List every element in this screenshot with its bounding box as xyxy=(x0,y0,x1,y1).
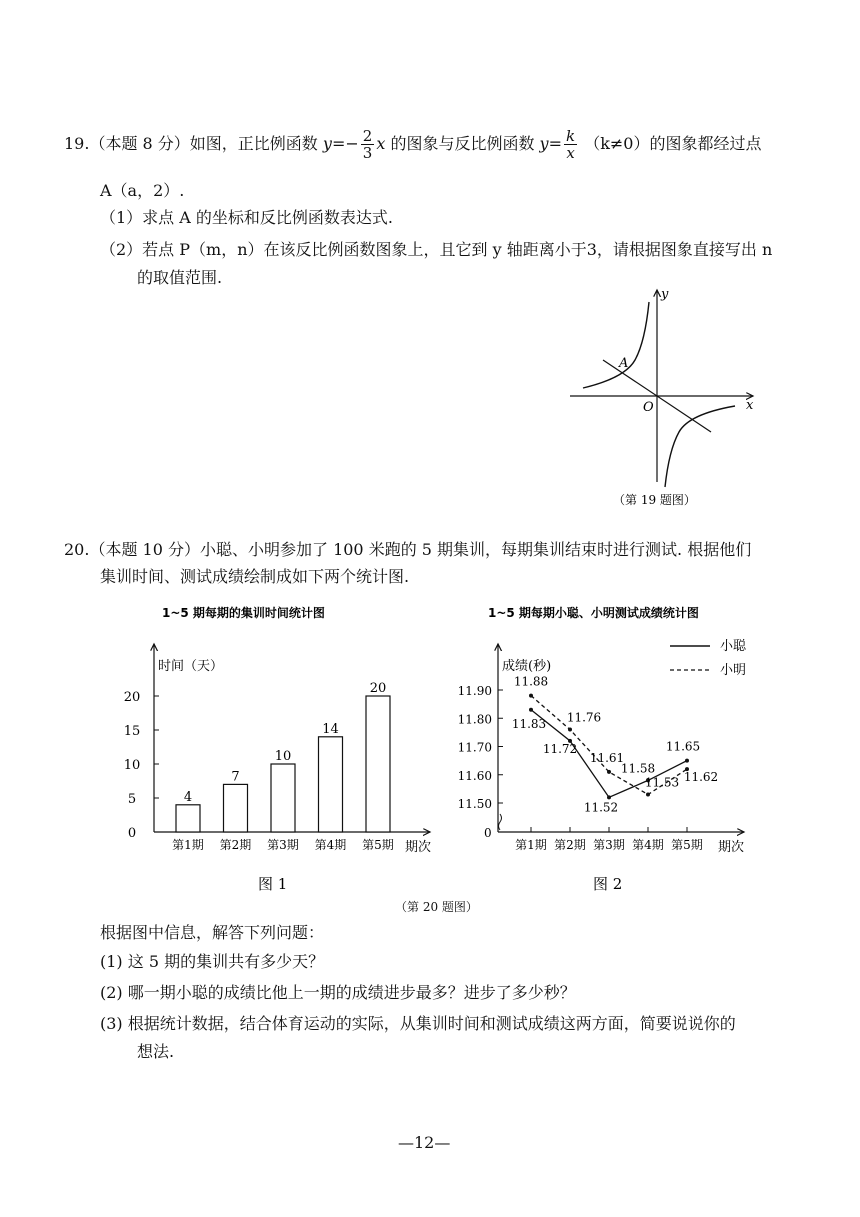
series-data-label: 11.83 xyxy=(511,716,547,731)
q19-part2b: 的取值范围. xyxy=(137,268,223,287)
q20-line1: 20.（本题 10 分）小聪、小明参加了 100 米跑的 5 期集训，每期集训结束时进行测试. 根据他们 xyxy=(64,540,752,559)
line-category-label: 第3期 xyxy=(593,838,625,852)
page-number: —12— xyxy=(398,1133,451,1152)
q19-mid: 的图象与反比例函数 xyxy=(390,134,535,153)
series-point xyxy=(529,708,533,712)
bar-value-label: 4 xyxy=(183,789,193,805)
line-ylabel: 成绩(秒) xyxy=(502,659,552,674)
bar-value-label: 7 xyxy=(231,769,240,785)
series-point xyxy=(568,728,572,732)
q19-caption: （第 19 题图） xyxy=(613,493,696,507)
series-data-label: 11.76 xyxy=(566,710,602,725)
series-point xyxy=(529,694,533,698)
legend xyxy=(670,639,747,678)
bar-category-label: 第1期 xyxy=(172,838,204,852)
bar xyxy=(271,764,295,832)
bar-value-label: 20 xyxy=(369,681,387,696)
q19-line2: A（a，2）. xyxy=(100,181,185,200)
series-point xyxy=(607,770,611,774)
frac1-num: 2 xyxy=(362,127,373,145)
q19-y-eq2: y= xyxy=(539,134,562,153)
line-y-tick-label: 11.80 xyxy=(457,712,492,727)
bar-category-label: 第4期 xyxy=(314,838,347,852)
series-data-label: 11.72 xyxy=(542,741,578,756)
legend-series-1: 小聪 xyxy=(720,639,747,654)
bar-y-tick-label: 10 xyxy=(123,758,141,773)
bar-chart xyxy=(100,598,450,898)
line-category-label: 第4期 xyxy=(632,838,664,852)
q20-sub3a: (3) 根据统计数据，结合体育运动的实际，从集训时间和测试成绩这两方面，简要说说你的 xyxy=(100,1014,736,1033)
q20-sub1: (1) 这 5 期的集训共有多少天？ xyxy=(100,952,325,971)
bar-category-label: 第2期 xyxy=(219,838,252,852)
bar-value-label: 10 xyxy=(274,749,292,764)
line-y-zero: 0 xyxy=(484,826,492,840)
q19-part2a: （2）若点 P（m，n）在该反比例函数图象上，且它到 y 轴距离小于3，请根据图象直接写出 n xyxy=(100,240,773,259)
q19-origin-label: O xyxy=(643,400,654,415)
series-data-label: 11.62 xyxy=(683,770,719,785)
line-category-label: 第2期 xyxy=(554,838,586,852)
bar-y-tick-label: 20 xyxy=(123,690,141,705)
q19-figure xyxy=(565,282,785,512)
series-data-label: 11.52 xyxy=(583,800,619,815)
q19-fraction-2 xyxy=(564,128,577,161)
bar-chart-title: 1~5 期每期的集训时间统计图 xyxy=(162,606,325,620)
series-data-label: 11.58 xyxy=(620,761,656,776)
line-y-tick-label: 11.50 xyxy=(457,797,492,811)
series-data-label: 11.61 xyxy=(589,750,625,765)
bar-value-label: 14 xyxy=(322,721,339,737)
line-chart-title: 1~5 期每期小聪、小明测试成绩统计图 xyxy=(488,606,699,620)
bar-chart-caption: 图 1 xyxy=(258,875,288,893)
q20-prompt: 根据图中信息，解答下列问题： xyxy=(100,923,325,942)
q19-y-label: y xyxy=(661,287,669,302)
bar xyxy=(224,784,248,832)
q20-sub3b: 想法. xyxy=(137,1042,175,1061)
axis-break-icon xyxy=(499,814,502,830)
frac1-den: 3 xyxy=(362,144,373,162)
bar xyxy=(366,696,390,832)
line-xlabel: 期次 xyxy=(718,840,745,855)
bar-y-tick-label: 5 xyxy=(127,792,137,807)
q19-part1: （1）求点 A 的坐标和反比例函数表达式. xyxy=(100,208,393,227)
q20-line2: 集训时间、测试成绩绘制成如下两个统计图. xyxy=(100,567,410,586)
q19-fraction-1 xyxy=(361,128,375,161)
q19-hyperbola-right xyxy=(665,406,735,487)
q19-y-eq: y=− xyxy=(322,134,359,153)
line-chart xyxy=(448,598,820,898)
q19-x-var: x xyxy=(376,134,386,153)
line-category-label: 第1期 xyxy=(515,838,547,852)
series-data-label: 11.65 xyxy=(665,739,701,754)
bar xyxy=(319,737,343,832)
series-point xyxy=(646,793,650,797)
q19-hyperbola-left xyxy=(583,302,649,388)
bar xyxy=(176,805,200,832)
series-data-label: 11.53 xyxy=(644,775,680,790)
bar-category-label: 第3期 xyxy=(267,838,299,852)
bar-ylabel: 时间（天） xyxy=(158,659,224,674)
series-point xyxy=(685,759,689,763)
q19-cond: （k≠0）的图象都经过点 xyxy=(584,134,762,153)
line-y-tick-label: 11.70 xyxy=(457,740,492,755)
frac2-num: k xyxy=(566,127,576,145)
bar-category-label: 第5期 xyxy=(362,838,394,852)
q19-x-label: x xyxy=(746,398,754,413)
q19-lead: 19.（本题 8 分）如图，正比例函数 xyxy=(64,134,318,153)
line-y-tick-label: 11.90 xyxy=(457,684,492,698)
series-point xyxy=(607,795,611,799)
line-chart-caption: 图 2 xyxy=(593,875,623,893)
frac2-den: x xyxy=(566,144,575,162)
bar-xlabel: 期次 xyxy=(405,840,432,855)
bar-y-tick-label: 0 xyxy=(127,826,137,841)
line-y-tick-label: 11.60 xyxy=(457,768,492,783)
q20-fig-caption: （第 20 题图） xyxy=(395,900,478,914)
q20-sub2: (2) 哪一期小聪的成绩比他上一期的成绩进步最多？进步了多少秒？ xyxy=(100,983,576,1002)
q19-line1 xyxy=(64,128,761,161)
legend-series-2: 小明 xyxy=(720,663,747,678)
line-category-label: 第5期 xyxy=(671,838,703,852)
bar-y-tick-label: 15 xyxy=(123,724,141,739)
q19-point-a-label: A xyxy=(619,356,629,371)
series-data-label: 11.88 xyxy=(513,674,549,689)
